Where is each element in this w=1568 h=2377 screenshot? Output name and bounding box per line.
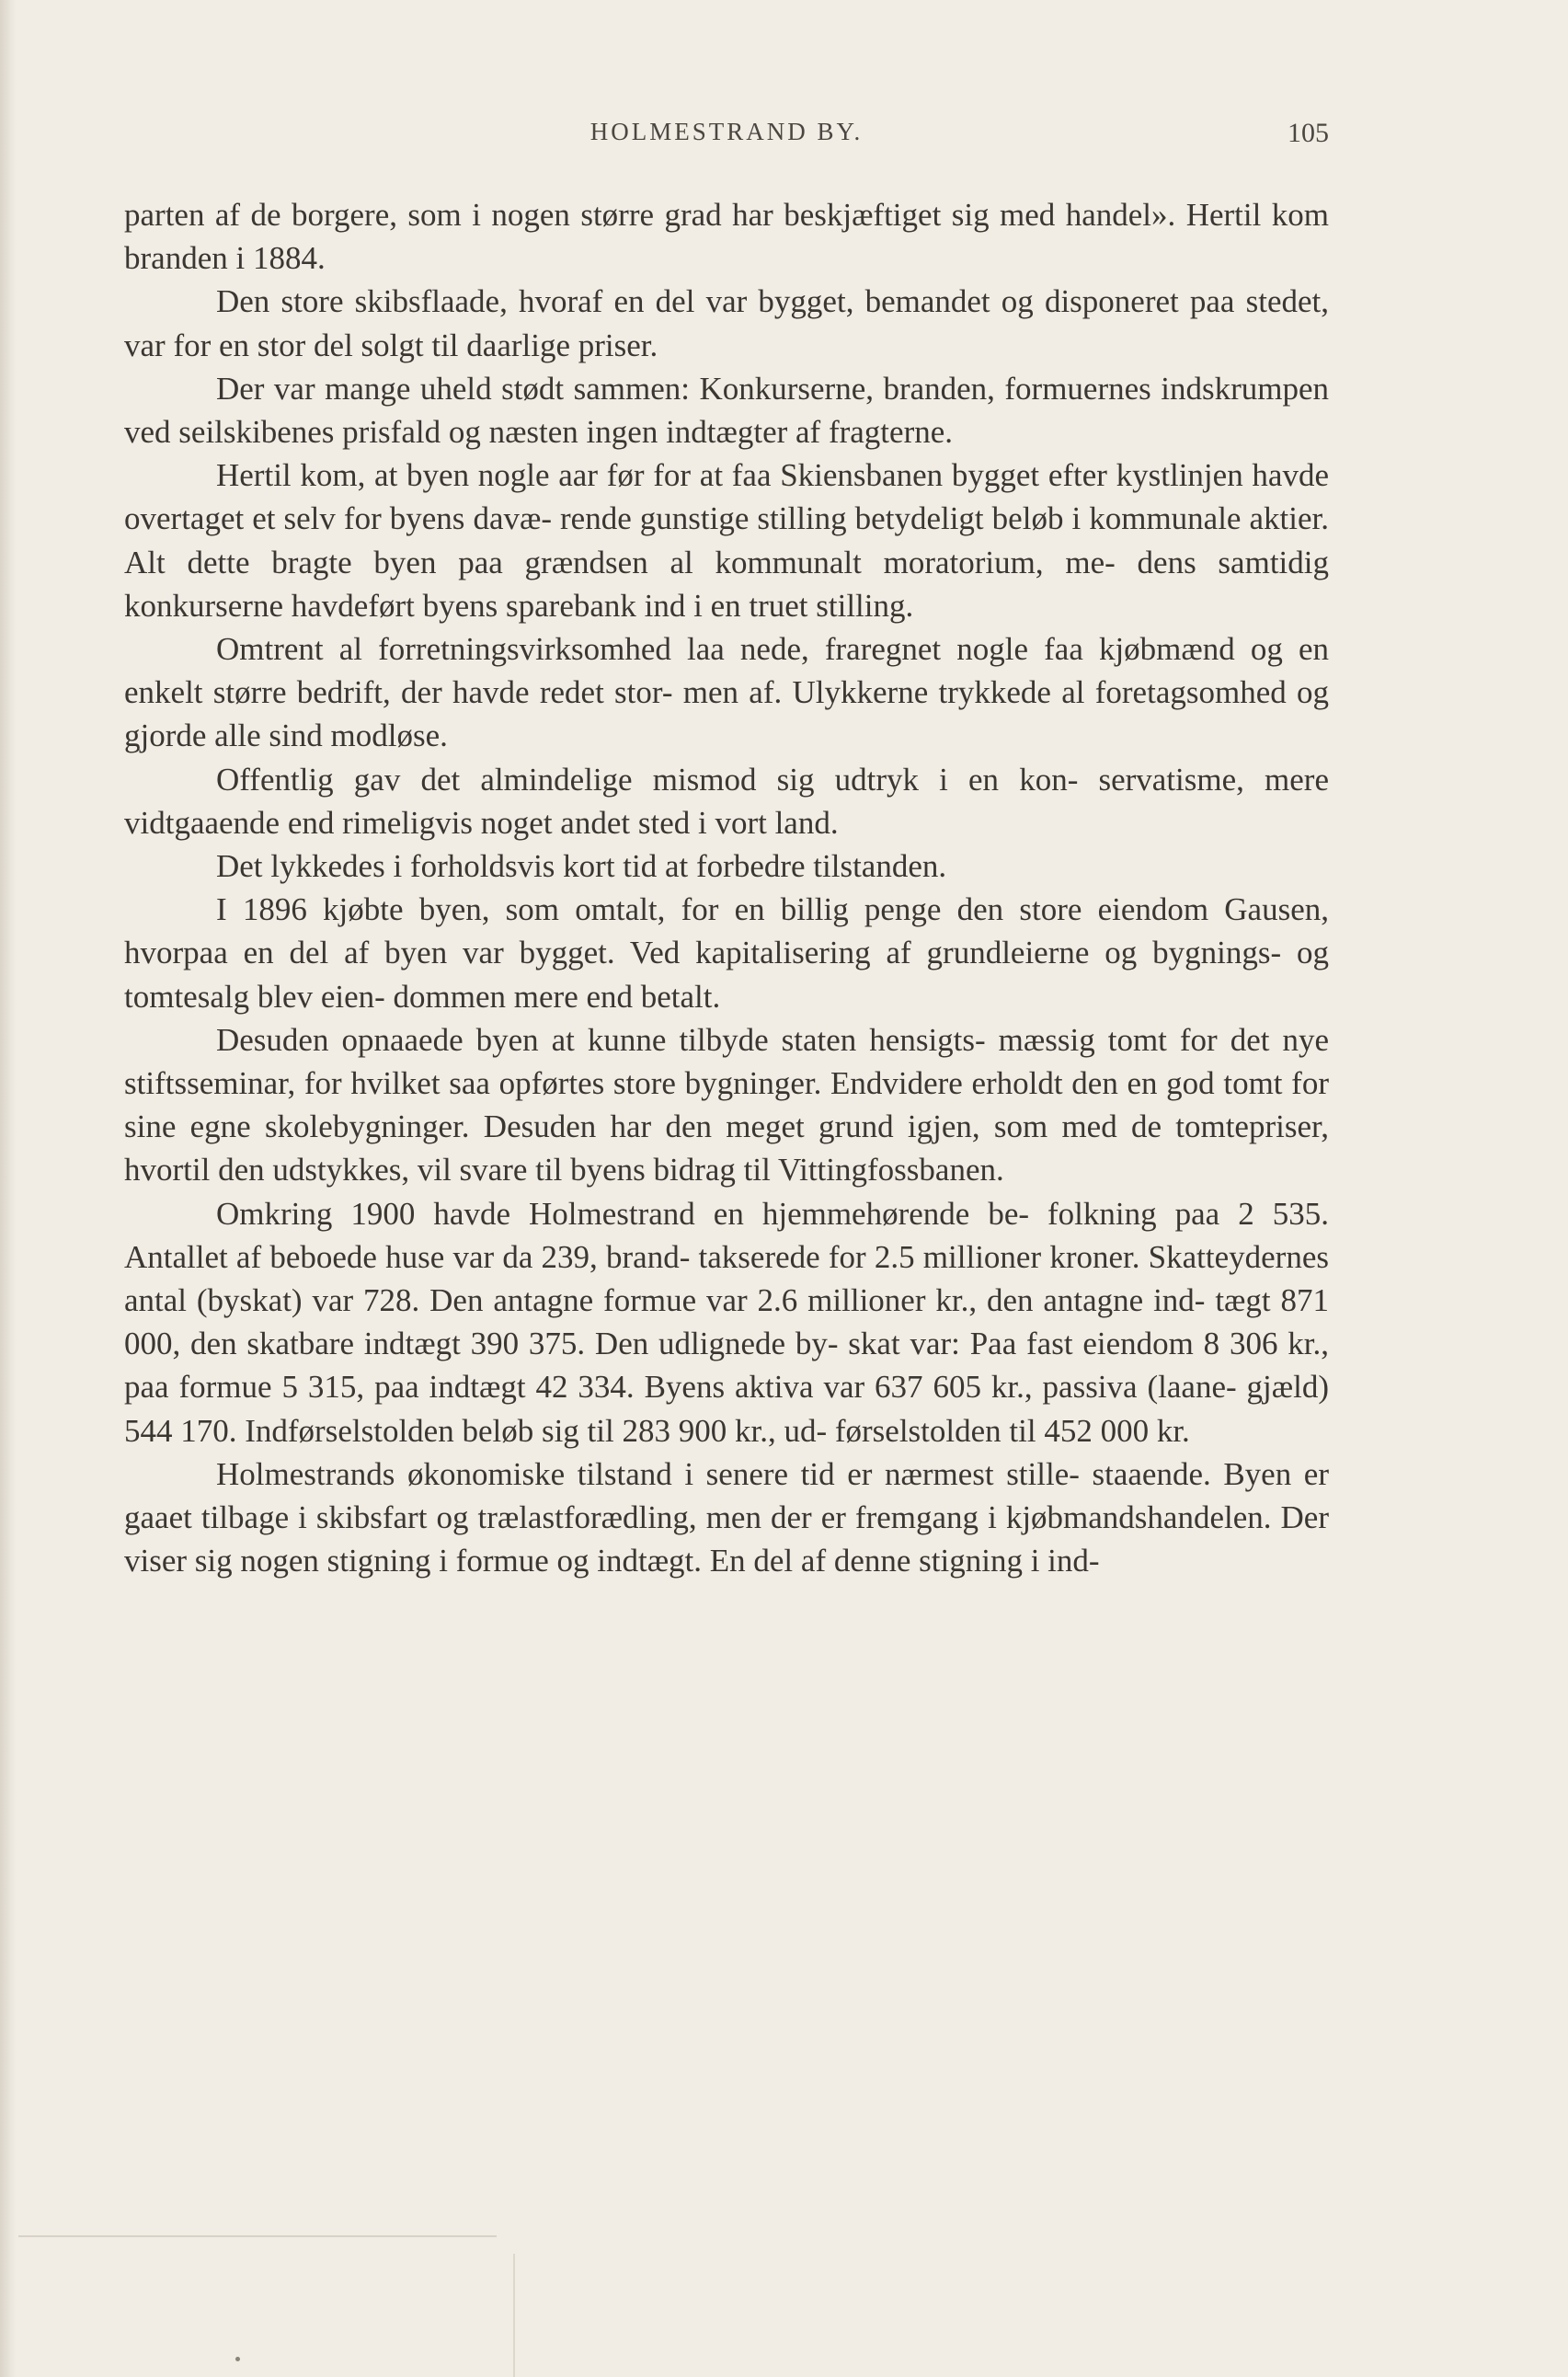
paragraph-11: Holmestrands økonomiske tilstand i senere tid er nærmest stille- staaende. Byen er gaaet tilbage i skibsfart og trælastforædling, men der er fremgang i kjøbmandshandelen. Der viser sig nogen stigning i formue og indtægt. En del af denne stigning i ind- <box>124 1455 1329 1579</box>
paragraph-3: Der var mange uheld stødt sammen: Konkurserne, branden, formuernes indskrumpen ved seilskibenes prisfald og næsten ingen indtægter af fragterne. <box>124 370 1329 451</box>
paragraph-2: Den store skibsflaade, hvoraf en del var bygget, bemandet og disponeret paa stedet, var for en stor del solgt til daarlige priser. <box>124 283 1329 363</box>
paragraph-8: I 1896 kjøbte byen, som omtalt, for en billig penge den store eiendom Gausen, hvorpaa en del af byen var bygget. Ved kapitalisering af grundleierne og bygnings- og tomtesalg blev eien- dommen mere end betalt. <box>124 891 1329 1015</box>
paragraph-7: Det lykkedes i forholdsvis kort tid at forbedre tilstanden. <box>216 848 947 885</box>
running-head <box>124 118 1329 155</box>
scan-crease-line <box>18 2235 497 2237</box>
page-edge-shadow <box>0 0 17 2377</box>
paragraph-10: Omkring 1900 havde Holmestrand en hjemmehørende be- folkning paa 2 535. Antallet af beboede huse var da 239, brand- takserede for 2.5 millioner kroner. Skatteydernes antal (byskat) var 728. Den antagne formue var 2.6 millioner kr., den antagne ind- tægt 871 000, den skatbare indtægt 390 375. Den udlignede by- skat var: Paa fast eiendom 8 306 kr., paa formue 5 315, paa indtægt 42 334. Byens aktiva var 637 605 kr., passiva (laane- gjæld) 544 170. Indførselstolden beløb sig til 283 900 kr., ud- førselstolden til 452 000 kr. <box>124 1195 1329 1449</box>
scan-speck <box>235 2357 240 2361</box>
paragraph-1: parten af de borgere, som i nogen større grad har beskjæftiget sig med handel». Hertil kom branden i 1884. <box>124 197 1329 277</box>
scan-fold-line <box>513 2254 515 2377</box>
body-text <box>124 193 1329 1583</box>
paragraph-5: Omtrent al forretningsvirksomhed laa nede, fraregnet nogle faa kjøbmænd og en enkelt større bedrift, der havde redet stor- men af. Ulykkerne trykkede al foretagsomhed og gjorde alle sind modløse. <box>124 631 1329 754</box>
running-title: HOLMESTRAND BY. <box>589 118 864 145</box>
page-number: 105 <box>1288 118 1329 148</box>
paragraph-4: Hertil kom, at byen nogle aar før for at faa Skiensbanen bygget efter kystlinjen havde overtaget et selv for byens davæ- rende gunstige stilling betydeligt beløb i kommunale aktier. Alt dette bragte byen paa grændsen al kommunalt moratorium, me- dens samtidig konkurserne havdeført byens sparebank ind i en truet stilling. <box>124 457 1329 624</box>
paragraph-9: Desuden opnaaede byen at kunne tilbyde staten hensigts- mæssig tomt for det nye stiftsseminar, for hvilket saa opførtes store bygninger. Endvidere erholdt den en god tomt for sine egne skolebygninger. Desuden har den meget grund igjen, som med de tomtepriser, hvortil den udstykkes, vil svare til byens bidrag til Vittingfossbanen. <box>124 1021 1329 1188</box>
paragraph-6: Offentlig gav det almindelige mismod sig udtryk i en kon- servatisme, mere vidtgaaende end rimeligvis noget andet sted i vort land. <box>124 761 1329 841</box>
